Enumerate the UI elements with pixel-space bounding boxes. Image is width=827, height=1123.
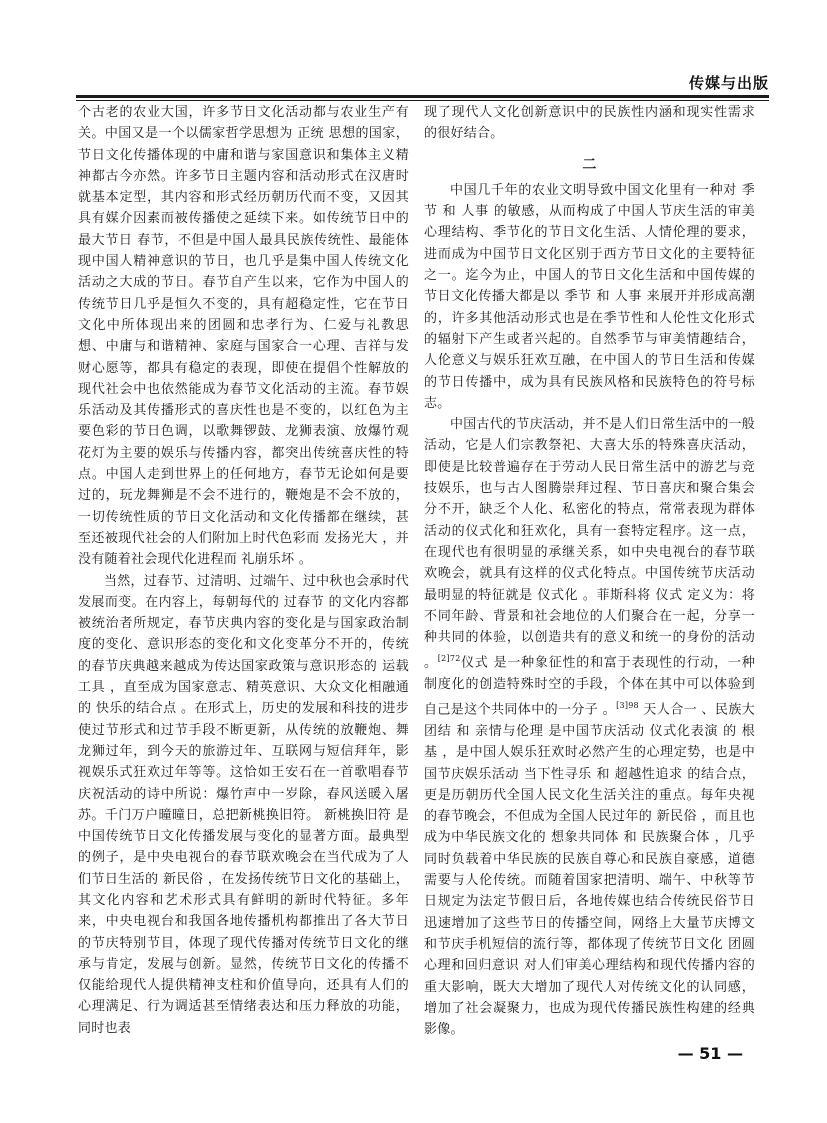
- citation: [2]72: [437, 654, 461, 664]
- paragraph-text: 仪式 是一种象征性的和富于表现性的行动，一种制度化的创造特殊时空的手段，个体在其中可以体验到自己是这个共同体中的一分子 。: [424, 655, 755, 718]
- journal-section-title: 传媒与出版: [688, 74, 769, 92]
- paragraph: [424, 414, 755, 1040]
- page-number: — 51 —: [677, 1044, 743, 1063]
- right-column: [424, 102, 755, 1040]
- header-rule-thin: [76, 100, 769, 101]
- paragraph: 当然，过春节、过清明、过端午、过中秋也会承时代发展而变。在内容上，每朝每代的 过春节 的文化内容都被统治者所规定，春节庆典内容的变化是与国家政治制度的变化、意识形态的变化和文化变革分不开的，传统的春节庆典越来越成为传达国家政策与意识形态的 运载工具 ，直至成为国家意志、精英意识、大众文化相融通的 快乐的结合点 。在形式上，历史的发展和科技的进步使过节形式和过节手段不断更新，从传统的放鞭炮、舞龙狮过年，到今天的旅游过年、互联网与短信拜年，影视娱乐式狂欢过年等等。这恰如王安石在一首歌唱春节庆祝活动的诗中所说：爆竹声中一岁除，春风送暖入屠苏。千门万户曈曈日，总把新桃换旧符。 新桃换旧符 是中国传统节日文化传播发展与变化的显著方面。最典型的例子，是中央电视台的春节联欢晚会在当代成为了人们节日生活的 新民俗 ，在发扬传统节日文化的基础上，其文化内容和艺术形式具有鲜明的新时代特征。多年来，中央电视台和我国各地传播机构都推出了各大节日的节庆特别节目，体现了现代传播对传统节日文化的继承与肯定，发展与创新。显然，传统节日文化的传播不仅能给现代人提供精神支柱和价值导向，还具有人们的心理满足、行为调适甚至情绪表达和压力释放的功能，同时也表: [78, 573, 409, 1036]
- paragraph: 个古老的农业大国，许多节日文化活动都与农业生产有关。中国又是一个以儒家哲学思想为 正统 思想的国家，节日文化传播体现的中庸和谐与家国意识和集体主义精神都古今亦然。许多节日主题内容和活动形式在汉唐时就基本定型，其内容和形式经历朝历代而不变，又因其具有媒介因素而被传播使之延续下来。如传统节日中的最大节日 春节，不但是中国人最具民族传统性、最能体现中国人精神意识的节日，也几乎是集中国人传统文化活动之大成的节日。春节自产生以来，它作为中国人的传统节日几乎是恒久不变的，具有超稳定性，它在节日文化中所体现出来的团圆和忠孝行为、仁爱与礼教思想、中庸与和谐精神、家庭与国家合一心理、吉祥与发财心愿等，都具有稳定的表现，即使在提倡个性解放的现代社会中也依然能成为春节文化活动的主流。春节娱乐活动及其传播形式的喜庆性也是不变的，以红色为主要色彩的节日色调，以歌舞锣鼓、龙狮表演、放爆竹观花灯为主要的娱乐与传播内容，都突出传统喜庆性的特点。中国人走到世界上的任何地方，春节无论如何是要过的，玩龙舞狮是不会不进行的，鞭炮是不会不放的，一切传统性质的节日文化活动和文化传播都在继续，甚至还被现代社会的人们附加上时代色彩而 发扬光大 ，并没有随着社会现代化进程而 礼崩乐坏 。: [78, 105, 409, 568]
- header-rule: [76, 95, 769, 98]
- paragraph-text: 中国古代的节庆活动，并不是人们日常生活中的一般活动，它是人们宗教祭祀、大喜大乐的特殊喜庆活动，即使是比较普遍存在于劳动人民日常生活中的游艺与竞技娱乐，也与古人图腾崇拜过程、节日喜庆和聚合集会分不开，缺乏个人化、私密化的特点，常常表现为群体活动的仪式化和狂欢化，具有一套特定程序。这一点，在现代也有很明显的承继关系，如中央电视台的春节联欢晚会，就具有这样的仪式化特点。中国传统节庆活动最明显的特征就是 仪式化 。菲斯科将 仪式 定义为：将不同年龄、背景和社会地位的人们聚合在一起，分享一种共同的体验，以创造共有的意义和统一的身份的活动 。: [424, 417, 755, 671]
- left-column: [78, 102, 409, 1039]
- paragraph-text: 天人合一 、民族大团结 和 亲情与伦理 是中国节庆活动 仪式化表演 的 根基 ，是中国人娱乐狂欢时必然产生的心理定势，也是中国节庆娱乐活动 当下性寻乐 和 超越性追求 的结合点，更是历朝历代全国人民文化生活关注的重点。每年央视的春节晚会，不但成为全国人民过年的 新民俗 ，而且也成为中华民族文化的 想象共同体 和 民族聚合体 ，几乎同时负载着中华民族的民族自尊心和民族自豪感，道德需要与人伦传统。而随着国家把清明、端午、中秋等节日规定为法定节假日后，各地传媒也结合传统民俗节日迅速增加了这些节日的传播空间，网络上大量节庆博文和节庆手机短信的流行等，都体现了传统节日文化 团圆心理和回归意识 对人们审美心理结构和现代传播内容的重大影响，既大大增加了现代人对传统文化的认同感，增加了社会凝聚力，也成为现代传播民族性构建的经典影像。: [424, 702, 755, 1038]
- section-number: 二: [582, 156, 597, 173]
- paragraph: 现了现代人文化创新意识中的民族性内涵和现实性需求的很好结合。: [424, 105, 755, 142]
- paragraph: 中国几千年的农业文明导致中国文化里有一种对 季节 和 人事 的敏感，从而构成了中国人节庆生活的审美心理结构、季节化的节日文化生活、人情伦理的要求，进而成为中国节日文化区别于西方节日文化的主要特征之一。迄今为止，中国人的节日文化生活和中国传媒的节日文化传播大都是以 季节 和 人事 来展开并形成高潮的，许多其他活动形式也是在季节性和人伦性文化形式的辐射下产生或者兴起的。自然季节与审美情趣结合，人伦意义与娱乐狂欢互融，在中国人的节日生活和传媒的节日传播中，成为具有民族风格和民族特色的符号标志。: [424, 182, 755, 411]
- citation: [3]98: [616, 701, 639, 711]
